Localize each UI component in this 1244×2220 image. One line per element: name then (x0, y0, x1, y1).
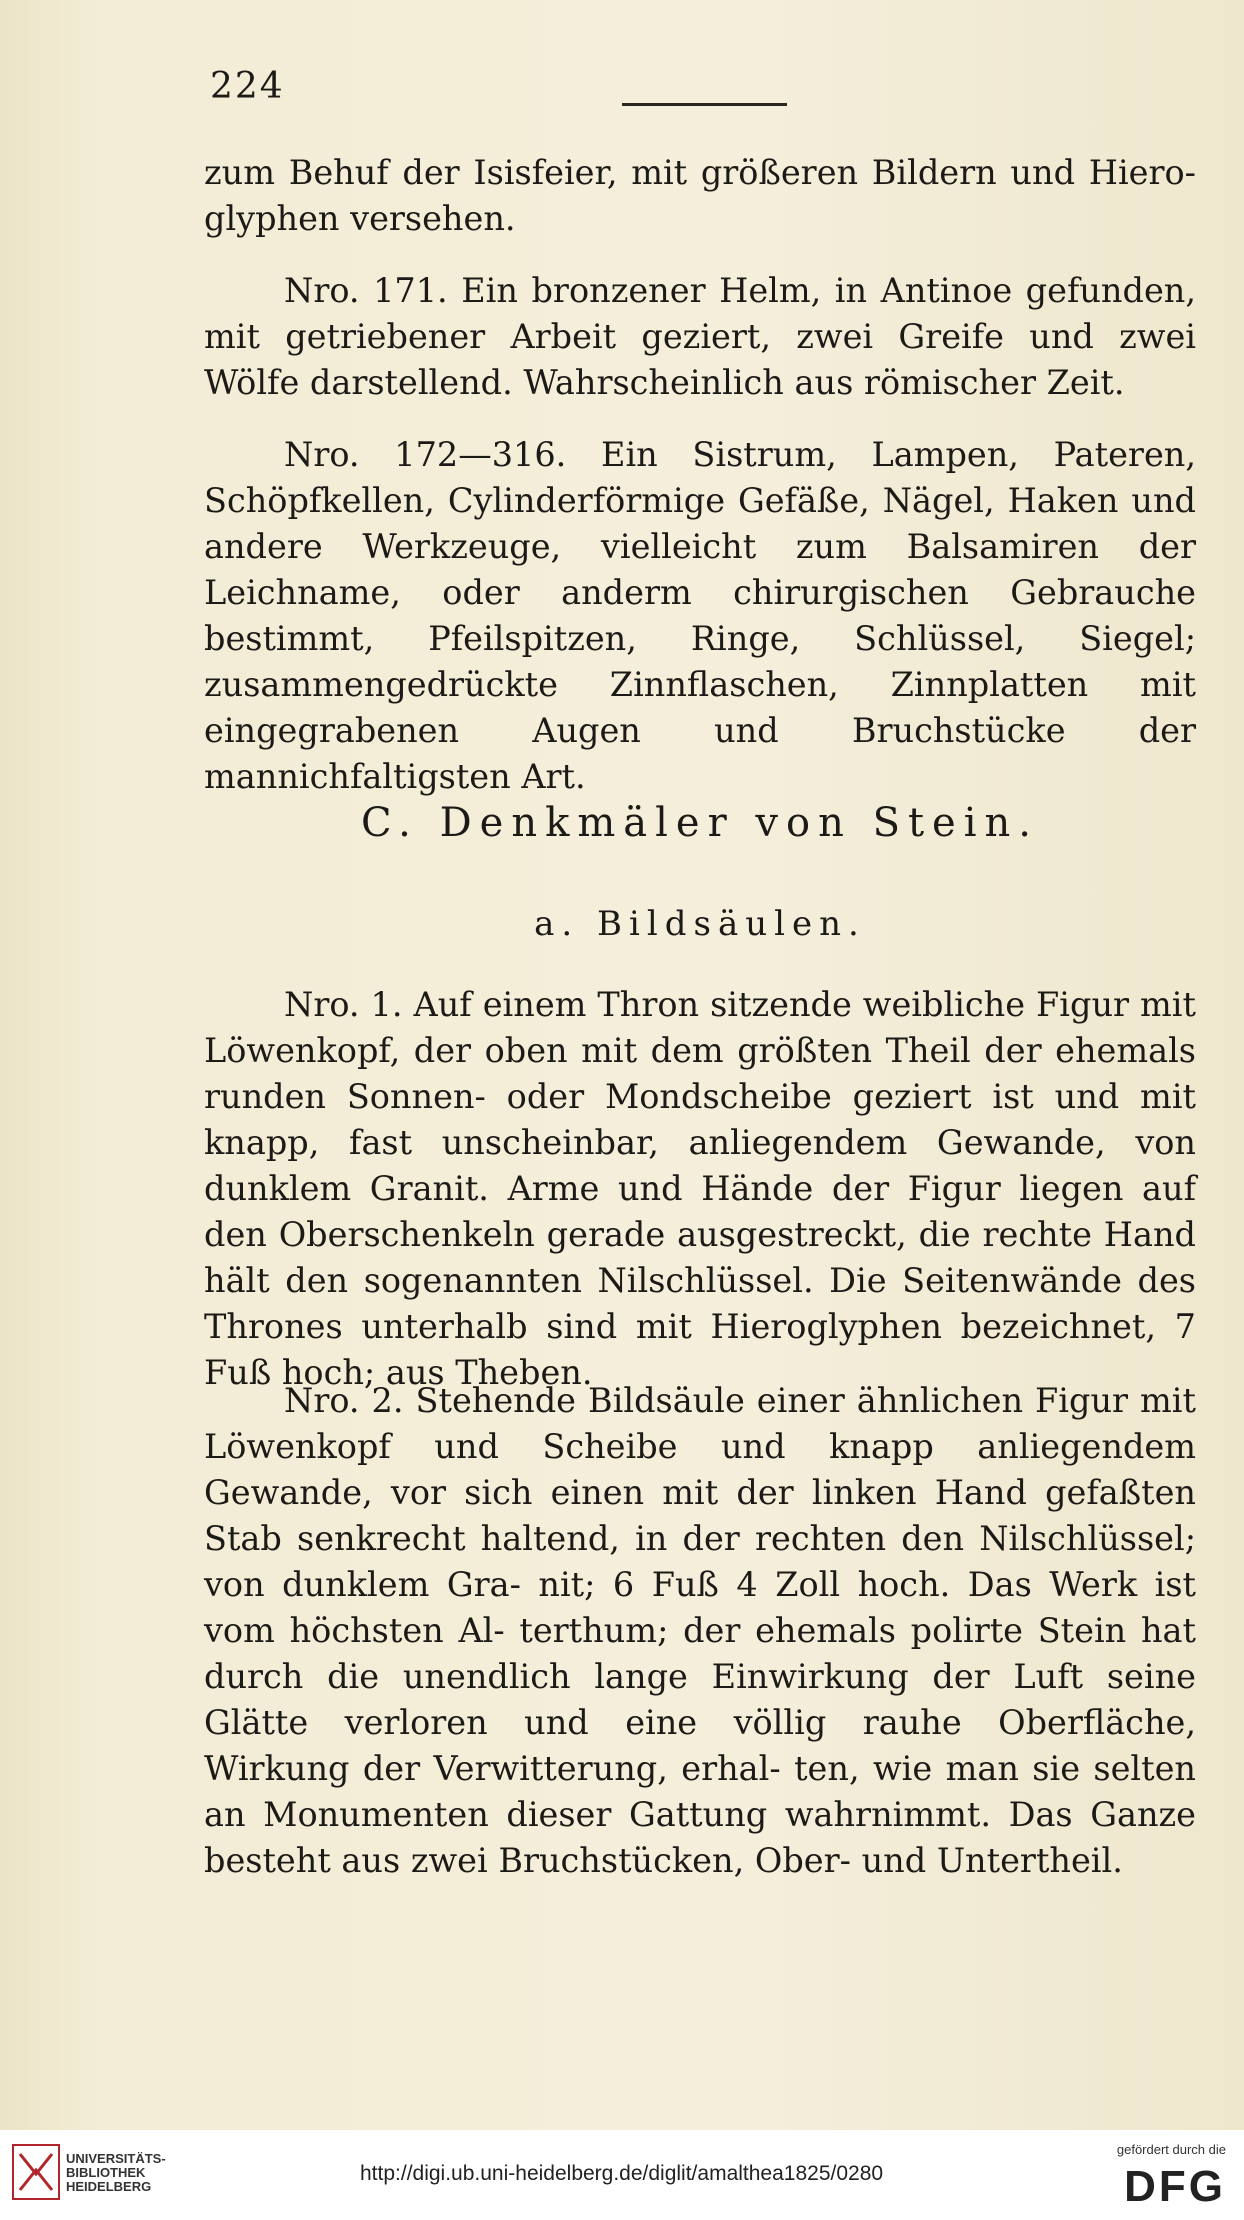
funded-by-label: gefördert durch die (1116, 2142, 1226, 2157)
university-seal-icon (12, 2144, 60, 2200)
paragraph-nro-2: Nro. 2. Stehende Bildsäule einer ähnlichen Figur mit Löwenkopf und Scheibe und knapp anliegendem Gewande, vor sich einen mit der linken Hand gefaßten Stab senkrecht haltend, in der rechten den Nilschlüssel; von dunklem Gra- nit; 6 Fuß 4 Zoll hoch. Das Werk ist vom höchsten Al- terthum; der ehemals polirte Stein hat durch die unendlich lange Einwirkung der Luft seine Glätte verloren und eine völlig rauhe Oberfläche, Wirkung der Verwitterung, erhal- ten, wie man sie selten an Monumenten dieser Gattung wahrnimmt. Das Ganze besteht aus zwei Bruchstücken, Ober- und Untertheil. (204, 1381, 1196, 1880)
paragraph-intro: zum Behuf der Isisfeier, mit größeren Bildern und Hiero- glyphen versehen. (204, 153, 1196, 238)
paragraph-nro-172-316: Nro. 172—316. Ein Sistrum, Lampen, Pateren, Schöpfkellen, Cylinderförmige Gefäße, Nägel, Haken und andere Werkzeuge, vielleicht zum Balsamiren der Leichname, oder anderm chirurgischen Gebrauche bestimmt, Pfeilspitzen, Ringe, Schlüssel, Siegel; zusammengedrückte Zinnflaschen, Zinnplatten mit eingegrabenen Augen und Bruchstücke der mannichfaltigsten Art. (204, 435, 1196, 796)
subsection-heading: a. Bildsäulen. (534, 904, 866, 944)
paragraph-nro-1: Nro. 1. Auf einem Thron sitzende weibliche Figur mit Löwenkopf, der oben mit dem größten Theil der ehemals runden Sonnen- oder Mondscheibe geziert ist und mit knapp, fast unscheinbar, anliegendem Gewande, von dunklem Granit. Arme und Hände der Figur liegen auf den Oberschenkeln gerade ausgestreckt, die rechte Hand hält den sogenannten Nilschlüssel. Die Seitenwände des Thrones unterhalb sind mit Hieroglyphen bezeichnet, 7 Fuß hoch; aus Theben. (204, 985, 1196, 1392)
dfg-logo: DFG (1124, 2162, 1226, 2211)
source-url-link[interactable]: http://digi.ub.uni-heidelberg.de/diglit/amalthea1825/0280 (360, 2162, 884, 2185)
footer-bar (0, 2130, 1244, 2220)
paragraph-nro-171: Nro. 171. Ein bronzener Helm, in Antinoe gefunden, mit getriebener Arbeit geziert, zwei Greife und zwei Wölfe darstellend. Wahrscheinlich aus römischer Zeit. (204, 271, 1196, 402)
section-heading: C. Denkmäler von Stein. (360, 800, 1039, 846)
header-rule (622, 103, 787, 106)
university-name: UNIVERSITÄTS- BIBLIOTHEK HEIDELBERG (66, 2151, 166, 2194)
page-number: 224 (210, 66, 285, 107)
